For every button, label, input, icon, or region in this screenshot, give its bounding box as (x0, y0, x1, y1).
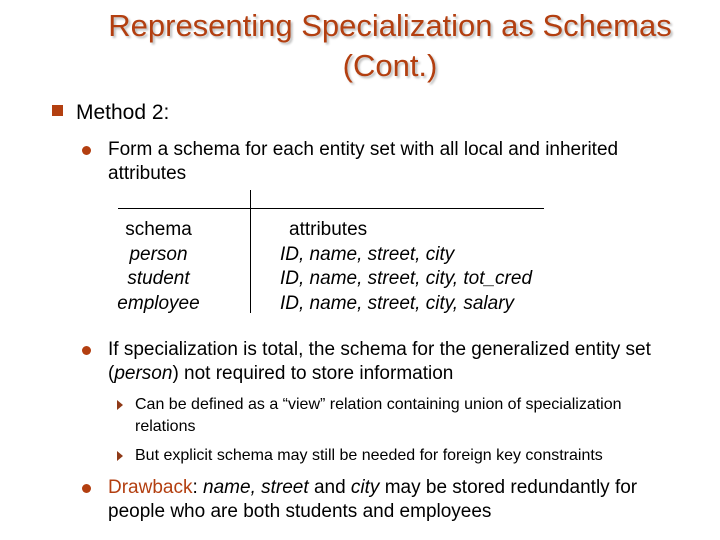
arrow-bullet-icon (117, 400, 123, 410)
square-bullet-icon (52, 105, 63, 116)
title-line-2: (Cont.) (342, 48, 438, 83)
bullet-3-text: Drawback: name, street and city may be stored redundantly for people who are both students and employees (108, 477, 638, 522)
round-bullet-icon (82, 146, 91, 155)
round-bullet-icon (82, 484, 91, 493)
table-schema-column (100, 218, 217, 316)
slide-title (40, 6, 720, 86)
round-bullet-icon (82, 346, 91, 355)
bullet-2-text: If specialization is total, the schema for the generalized entity set (person) not required to store information (108, 339, 651, 384)
table-header-rule (118, 208, 544, 209)
sub-bullet-2-text: But explicit schema may still be needed for foreign key constraints (135, 447, 603, 464)
method-heading: Method 2: (76, 101, 170, 124)
table-cell-schema: person (129, 243, 188, 265)
drawback-label: Drawback (108, 477, 193, 498)
table-attributes-column (280, 218, 560, 316)
arrow-bullet-icon (117, 451, 123, 461)
title-line-1: Representing Specialization as Schemas (108, 8, 672, 43)
sub-bullet-1-text: Can be defined as a “view” relation containing union of specialization relations (135, 396, 622, 435)
table-cell-attributes: ID, name, street, city, salary (280, 292, 515, 314)
table-header-attributes: attributes (289, 219, 368, 240)
person-term: person (114, 363, 173, 384)
table-cell-attributes: ID, name, street, city, tot_cred (280, 268, 533, 289)
table-cell-schema: student (127, 268, 190, 289)
bullet-1-text: Form a schema for each entity set with all local and inherited attributes (108, 139, 619, 184)
table-cell-attributes: ID, name, street, city (280, 243, 455, 265)
table-cell-schema: employee (117, 292, 200, 314)
table-header-schema: schema (125, 219, 192, 240)
